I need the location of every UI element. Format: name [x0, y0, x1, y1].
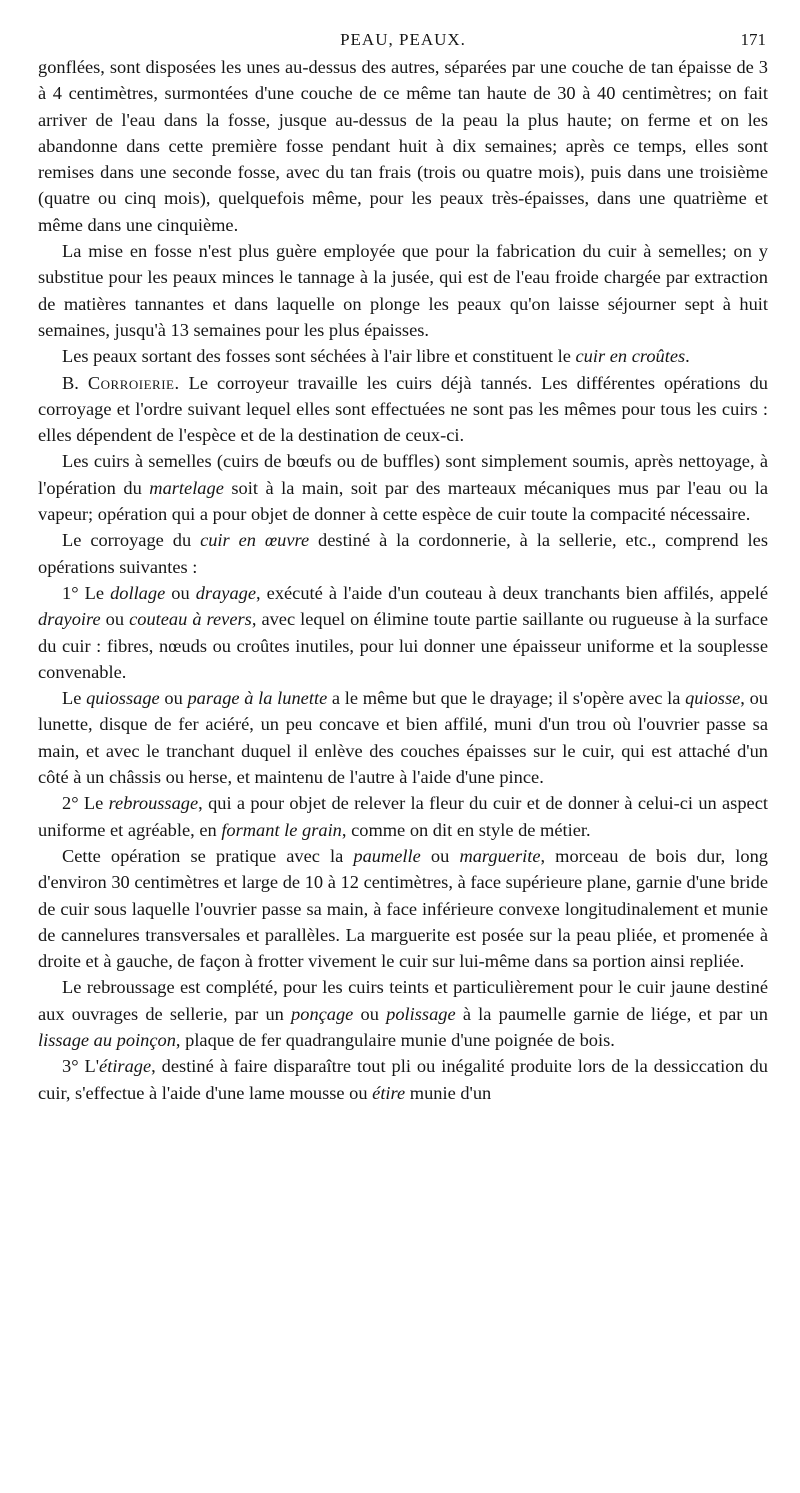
italic-term: parage à la lunette	[187, 688, 328, 709]
paragraph	[38, 974, 768, 1053]
text-run: La mise en fosse n'est plus guère employée que pour la fabrication du cuir à semelles; on y substitue pour les peaux minces le tannage à la jusée, qui est de l'eau froide chargée par extraction de matières tannantes et dans laquelle on plonge les peaux qu'on laisse séjourner sept à huit semaines, jusqu'à 13 semaines pour les plus épaisses.	[38, 241, 768, 340]
italic-term: paumelle	[353, 845, 421, 866]
book-page	[38, 26, 768, 1106]
running-title: PEAU, PEAUX.	[340, 30, 466, 49]
italic-term: marguerite	[459, 845, 541, 866]
text-run: à la paumelle garnie de liége, et par un	[455, 1003, 768, 1024]
text-run: B.	[62, 372, 88, 393]
paragraph	[38, 843, 768, 974]
italic-term: drayoire	[38, 609, 101, 630]
text-run: 2° Le	[62, 793, 109, 814]
text-run: soit à la main, soit par des marteaux mécaniques mus par l'eau ou la vapeur; opération qui a pour objet de donner à cette espèce de cuir toute la compacité nécessaire.	[38, 477, 768, 525]
italic-term: étirage	[99, 1056, 152, 1077]
paragraph	[38, 1053, 768, 1106]
text-run: .	[685, 346, 690, 367]
text-run: , destiné à faire disparaître tout pli ou inégalité produite lors de la dessiccation du cuir, s'effectue à l'aide d'une lame mousse ou	[38, 1056, 768, 1103]
section-heading: Corroierie.	[87, 372, 180, 393]
italic-term: martelage	[149, 477, 224, 498]
text-run: Le corroyage du	[62, 530, 201, 551]
page-number: 171	[740, 30, 766, 49]
italic-term: étire	[372, 1082, 406, 1103]
text-run: Les cuirs à semelles (cuirs de bœufs ou de buffles) sont simplement soumis, après nettoyage, à l'opération du	[38, 451, 768, 498]
paragraph	[38, 580, 768, 685]
text-run: 3° L'	[62, 1056, 100, 1077]
paragraph	[38, 527, 768, 580]
paragraph	[38, 370, 768, 449]
text-run: , plaque de fer quadrangulaire munie d'une poignée de bois.	[175, 1029, 615, 1050]
italic-term: quiosse	[685, 688, 741, 709]
italic-term: formant le grain	[221, 819, 342, 840]
italic-term: cuir en œuvre	[200, 530, 310, 551]
text-run: ou	[165, 582, 196, 603]
text-run: , ou lunette, disque de fer aciéré, un peu concave et bien affilé, muni d'un trou où l'ouvrier passe sa main, et avec le tranchant duquel il enlève des couches épaisses sur le cuir, qui est attaché d'un côté à un châssis ou herse, et maintenu de l'autre à l'aide d'une pince.	[38, 688, 768, 788]
text-run: Le	[62, 688, 87, 709]
text-run: Le rebroussage est complété, pour les cuirs teints et particulièrement pour le cuir jaune destiné aux ouvrages de sellerie, par un	[38, 977, 768, 1024]
text-run: Les peaux sortant des fosses sont séchées à l'air libre et constituent le	[62, 346, 576, 367]
text-run: Cette opération se pratique avec la	[62, 845, 354, 866]
paragraph	[38, 448, 768, 527]
text-run: ou	[353, 1003, 387, 1024]
text-run: Le corroyeur travaille les cuirs déjà tannés. Les différentes opérations du corroyage et l'ordre suivant lequel elles sont effectuées ne sont pas les mêmes pour tous les cuirs : elles dépendent de l'espèce et de la destination de ceux-ci.	[38, 372, 768, 446]
text-run: ou	[159, 688, 188, 709]
italic-term: drayage	[195, 582, 256, 603]
paragraph	[38, 238, 768, 343]
text-run: munie d'un	[405, 1082, 492, 1103]
running-head	[38, 26, 768, 54]
italic-term: couteau à revers	[129, 609, 252, 630]
text-run: a le même but que le drayage; il s'opère avec la	[327, 688, 686, 709]
text-run: , morceau de bois dur, long d'environ 30 centimètres et large de 10 à 12 centimètres, à face supérieure plane, garnie d'une bride de cuir sous laquelle l'ouvrier passe sa main, à face inférieure convexe longitudinalement et munie de cannelures transversales et parallèles. La marguerite est posée sur la peau pliée, et promenée à droite et à gauche, de façon à frotter vivement le cuir sur lui-même dans sa portion ainsi repliée.	[38, 845, 768, 972]
text-run: , qui a pour objet de relever la fleur du cuir et de donner à celui-ci un aspect uniforme et agréable, en	[38, 793, 768, 840]
italic-term: ponçage	[291, 1003, 354, 1024]
text-run: , exécuté à l'aide d'un couteau à deux tranchants bien affilés, appelé	[256, 582, 768, 603]
text-run: ou	[100, 609, 130, 630]
italic-term: dollage	[110, 582, 166, 603]
paragraph	[38, 790, 768, 843]
text-run: destiné à la cordonnerie, à la sellerie, etc., comprend les opérations suivantes :	[38, 530, 768, 577]
text-run: , avec lequel on élimine toute partie saillante ou rugueuse à la surface du cuir : fibres, nœuds ou croûtes inutiles, pour lui donner une épaisseur uniforme et la souplesse convenable.	[38, 609, 769, 682]
paragraph	[38, 343, 768, 369]
text-run: , comme on dit en style de métier.	[341, 819, 591, 840]
paragraph	[38, 685, 768, 790]
paragraph	[38, 54, 768, 238]
italic-term: lissage au poinçon	[38, 1029, 176, 1050]
italic-term: rebroussage	[108, 793, 199, 814]
text-run: 1° Le	[62, 582, 111, 603]
text-run: ou	[420, 845, 460, 866]
text-run: gonflées, sont disposées les unes au-dessus des autres, séparées par une couche de tan épaisse de 3 à 4 centimètres, surmontées d'une couche de ce même tan haute de 30 à 40 centimètres; on fait arriver de l'eau dans la fosse, jusque au-dessus de la peau la plus haute; on ferme et on les abandonne dans cette première fosse pendant huit à dix semaines; après ce temps, elles sont remises dans une seconde fosse, avec du tan frais (trois ou quatre mois), puis dans une troisième (quatre ou cinq mois), quelquefois même, pour les peaux très-épaisses, dans une quatrième et même dans une cinquième.	[38, 57, 768, 235]
body-text	[38, 54, 768, 1106]
italic-term: cuir en croûtes	[575, 346, 686, 367]
italic-term: polissage	[386, 1003, 456, 1024]
italic-term: quiossage	[86, 688, 160, 709]
